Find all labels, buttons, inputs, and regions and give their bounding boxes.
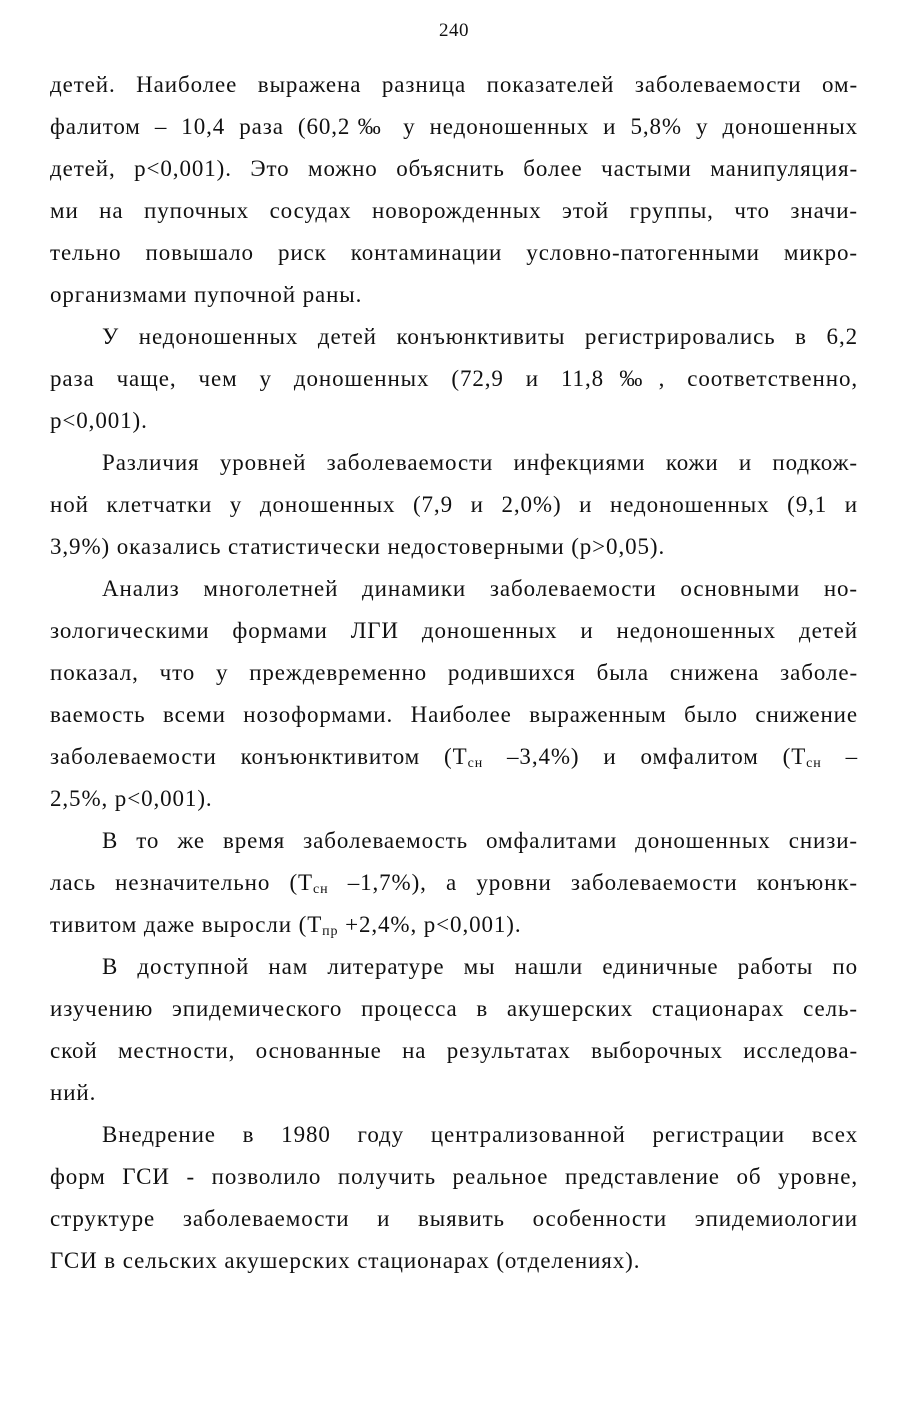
paragraph [50,946,858,1114]
text-line: раза чаще, чем у доношенных (72,9 и 11,8‰, соответственно, [50,366,858,391]
text-fragment: лась незначительно (Т [50,870,313,895]
text-line: структуре заболеваемости и выявить особенности эпидемиологии [50,1206,858,1231]
subscript: сн [467,756,484,771]
text-line: р<0,001). [50,408,148,433]
page-number: 240 [439,20,469,41]
paragraph [50,568,858,820]
text-line: ной клетчатки у доношенных (7,9 и 2,0%) и недоношенных (9,1 и [50,492,858,517]
text-line: показал, что у преждевременно родившихся была снижена заболе- [50,660,858,685]
text-line: тельно повышало риск контаминации условно-патогенными микро- [50,240,858,265]
text-line: ваемость всеми нозоформами. Наиболее выраженным было снижение [50,702,858,727]
text-line-with-subscripts [50,736,858,778]
text-line: ний. [50,1080,97,1105]
subscript: сн [312,882,329,897]
text-line: изучению эпидемического процесса в акушерских стационарах сель- [50,996,858,1021]
text-line: детей. Наиболее выражена разница показателей заболеваемости ом- [50,72,858,97]
text-fragment: заболеваемости конъюнктивитом (Т [50,744,468,769]
text-line: Анализ многолетней динамики заболеваемости основными но- [102,576,858,601]
text-line: фалитом – 10,4 раза (60,2‰ у недоношенных и 5,8% у доношенных [50,114,858,139]
subscript: сн [806,756,822,771]
text-fragment: –1,7%), а уровни заболеваемости конъюнк- [328,870,858,895]
text-line: В то же время заболеваемость омфалитами доношенных снизи- [102,828,858,853]
text-line: Различия уровней заболеваемости инфекциями кожи и подкож- [102,450,858,475]
text-line-with-subscripts [50,904,858,946]
text-fragment: – [821,744,858,769]
paragraph [50,820,858,946]
text-line: Внедрение в 1980 году централизованной регистрации всех [102,1122,858,1147]
paragraph [50,316,858,442]
text-line: 2,5%, р<0,001). [50,786,213,811]
text-line: ской местности, основанные на результатах выборочных исследова- [50,1038,858,1063]
text-line: У недоношенных детей конъюнктивиты регистрировались в 6,2 [102,324,858,349]
text-line-with-subscripts [50,862,858,904]
text-line: ГСИ в сельских акушерских стационарах (отделениях). [50,1248,641,1273]
text-line: В доступной нам литературе мы нашли единичные работы по [102,954,858,979]
text-line: детей, р<0,001). Это можно объяснить более частыми манипуляция- [50,156,858,181]
text-line: организмами пупочной раны. [50,282,363,307]
text-fragment: –3,4%) и омфалитом (Т [483,744,807,769]
body-text [50,64,858,1282]
text-line: форм ГСИ - позволило получить реальное представление об уровне, [50,1164,858,1189]
text-line: ми на пупочных сосудах новорожденных этой группы, что значи- [50,198,858,223]
paragraph [50,1114,858,1282]
text-line: 3,9%) оказались статистически недостоверными (р>0,05). [50,534,666,559]
text-fragment: тивитом даже выросли (Т [50,912,323,937]
text-line: зологическими формами ЛГИ доношенных и недоношенных детей [50,618,858,643]
subscript: пр [322,924,339,939]
paragraph [50,442,858,568]
paragraph [50,64,858,316]
text-fragment: +2,4%, р<0,001). [338,912,522,937]
